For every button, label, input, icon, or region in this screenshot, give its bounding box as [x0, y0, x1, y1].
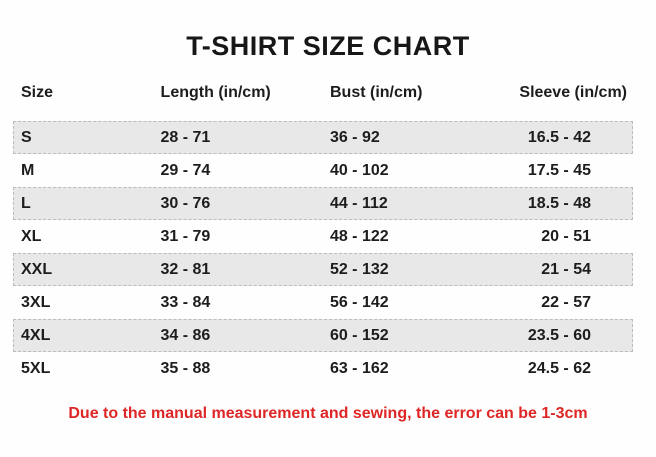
bust-cell: 52 - 132 [329, 260, 389, 278]
sleeve-cell: 17.5 - 45 [527, 161, 591, 179]
size-cell: M [21, 161, 35, 179]
size-cell: 5XL [21, 359, 51, 377]
column-header-bust: Bust (in/cm) [330, 84, 423, 101]
sleeve-cell: 22 - 57 [541, 293, 591, 311]
sleeve-cell: 18.5 - 48 [527, 194, 591, 212]
bust-cell: 40 - 102 [329, 161, 389, 179]
bust-cell: 63 - 162 [329, 359, 389, 377]
table-row-xxl [13, 253, 633, 286]
size-cell: XXL [21, 260, 53, 278]
table-row-xl [13, 220, 633, 253]
length-cell: 28 - 71 [160, 128, 211, 146]
table-row-4xl [13, 319, 633, 352]
table-row-s [13, 121, 633, 154]
size-chart-table [13, 78, 633, 385]
table-header-row [13, 78, 633, 108]
table-row-5xl [13, 352, 633, 385]
column-header-size: Size [21, 84, 54, 101]
length-cell: 32 - 81 [160, 260, 211, 278]
bust-cell: 36 - 92 [329, 128, 380, 146]
column-header-sleeve: Sleeve (in/cm) [519, 84, 627, 101]
length-cell: 33 - 84 [160, 293, 211, 311]
measurement-note: Due to the manual measurement and sewing, the error can be 1-3cm [68, 405, 588, 422]
sleeve-cell: 21 - 54 [541, 260, 591, 278]
page-title: T-SHIRT SIZE CHART [186, 31, 470, 61]
length-cell: 35 - 88 [160, 359, 211, 377]
size-cell: 4XL [21, 326, 51, 344]
bust-cell: 60 - 152 [329, 326, 389, 344]
bust-cell: 48 - 122 [329, 227, 389, 245]
bust-cell: 56 - 142 [329, 293, 389, 311]
table-row-3xl [13, 286, 633, 319]
bust-cell: 44 - 112 [329, 194, 388, 212]
table-row-l [13, 187, 633, 220]
size-chart-page [0, 30, 656, 457]
sleeve-cell: 20 - 51 [541, 227, 591, 245]
length-cell: 30 - 76 [160, 194, 211, 212]
size-cell: L [21, 194, 31, 212]
length-cell: 29 - 74 [160, 161, 211, 179]
table-row-m [13, 154, 633, 187]
length-cell: 34 - 86 [160, 326, 211, 344]
size-cell: XL [21, 227, 42, 245]
sleeve-cell: 16.5 - 42 [527, 128, 591, 146]
sleeve-cell: 23.5 - 60 [527, 326, 591, 344]
length-cell: 31 - 79 [160, 227, 211, 245]
sleeve-cell: 24.5 - 62 [527, 359, 591, 377]
column-header-length: Length (in/cm) [160, 84, 271, 101]
size-cell: S [21, 128, 32, 146]
size-cell: 3XL [21, 293, 51, 311]
